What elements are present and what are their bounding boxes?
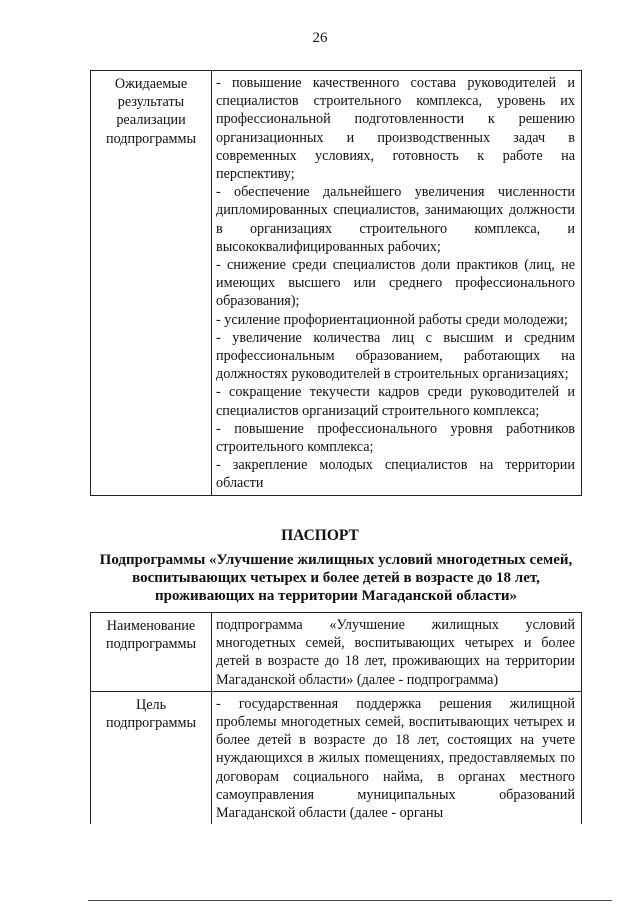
- row-label-name: Наименование подпрограммы: [91, 613, 212, 692]
- page-number: 26: [312, 30, 328, 46]
- table-row: [91, 613, 582, 692]
- passport-title: ПАСПОРТ: [281, 527, 359, 544]
- list-item: - увеличение количества лиц с высшим и средним профессиональным образованием, работающих на должностях руководителей в строительных организациях;: [216, 329, 575, 383]
- list-item: - обеспечение дальнейшего увеличения численности дипломированных специалистов, занимающих должности в организациях строительного комплекса, и высококвалифицированных рабочих;: [216, 184, 575, 255]
- list-item: - повышение качественного состава руководителей и специалистов строительного комплекса, уровень их профессиональной подготовленности к решению организационных и производственных задач в современных условиях, готовность к работе на перспективу;: [216, 75, 575, 183]
- subprogram-goal-text: - государственная поддержка решения жилищной проблемы многодетных семей, воспитывающих четырех и более детей в возрасте до 18 лет, состоящих на учете нуждающихся в жилых помещениях, предоставляемых по договорам социального найма, в органах местного самоуправления муниципальных образований Магаданской области (далее - органы: [216, 695, 575, 822]
- list-item: - усиление профориентационной работы среди молодежи;: [216, 311, 568, 328]
- list-item: - сокращение текучести кадров среди руководителей и специалистов организаций строительного комплекса;: [216, 384, 575, 419]
- list-item: - снижение среди специалистов доли практиков (лиц, не имеющих высшего или среднего профессионального образования);: [216, 257, 575, 310]
- table-row: [91, 691, 582, 824]
- row-content-name: [212, 613, 582, 692]
- passport-subtitle: Подпрограммы «Улучшение жилищных условий многодетных семей, воспитывающих четырех и более детей в возрасте до 18 лет, проживающих на территории Магаданской области»: [99, 552, 573, 604]
- bottom-divider: [88, 900, 612, 901]
- subprogram-name-text: подпрограмма «Улучшение жилищных условий многодетных семей, воспитывающих четырех и более детей в возрасте до 18 лет, проживающих на территории Магаданской области» (далее - подпрограмма): [216, 617, 575, 688]
- table-row: [91, 71, 582, 496]
- passport-table: [90, 612, 582, 824]
- row-label-goal: Цель подпрограммы: [91, 691, 212, 824]
- expected-results-table: [90, 70, 582, 496]
- row-label-expected-results: Ожидаемые результаты реализации подпрограммы: [91, 71, 212, 496]
- expected-results-content: [212, 71, 582, 496]
- list-item: - закрепление молодых специалистов на территории области: [216, 457, 575, 492]
- row-content-goal: [212, 691, 582, 824]
- list-item: - повышение профессионального уровня работников строительного комплекса;: [216, 420, 575, 456]
